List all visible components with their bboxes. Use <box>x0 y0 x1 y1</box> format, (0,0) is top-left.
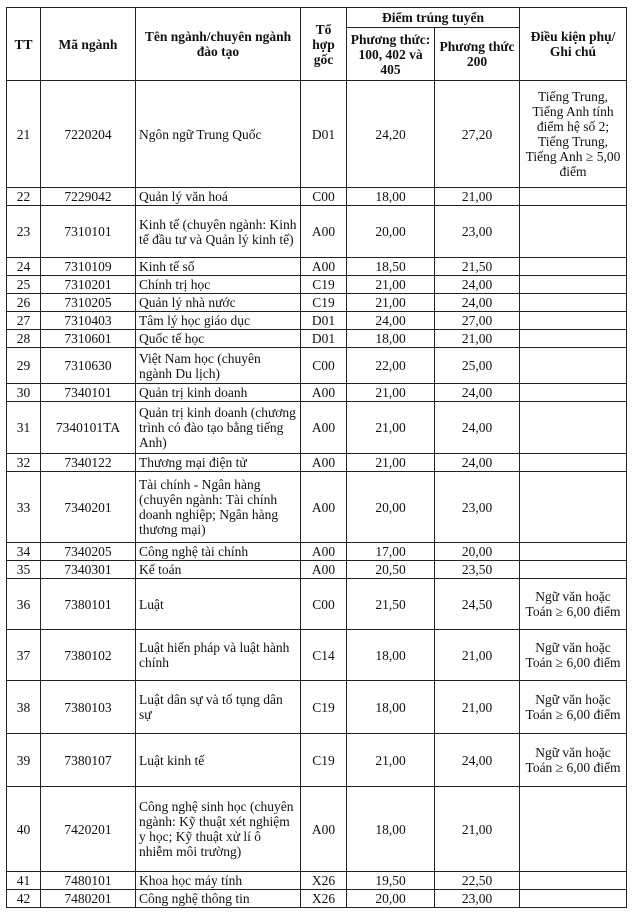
cell-name: Công nghệ thông tin <box>136 890 301 908</box>
cell-note <box>520 330 627 348</box>
cell-score-method-2: 24,00 <box>435 402 520 454</box>
cell-name: Chính trị học <box>136 276 301 294</box>
table-row <box>7 543 627 561</box>
table-row <box>7 890 627 908</box>
cell-name: Khoa học máy tính <box>136 872 301 890</box>
cell-score-method-1: 20,00 <box>347 472 435 543</box>
cell-name: Quản trị kinh doanh <box>136 384 301 402</box>
cell-group: D01 <box>301 330 347 348</box>
cell-code: 7310101 <box>41 206 136 258</box>
cell-code: 7380102 <box>41 630 136 681</box>
cell-name: Tài chính - Ngân hàng (chuyên ngành: Tài chính doanh nghiệp; Ngân hàng thương mại) <box>136 472 301 543</box>
cell-tt: 32 <box>7 454 41 472</box>
cell-code: 7310601 <box>41 330 136 348</box>
cell-code: 7380103 <box>41 681 136 734</box>
cell-code: 7480201 <box>41 890 136 908</box>
cell-score-method-1: 20,00 <box>347 890 435 908</box>
cell-code: 7340301 <box>41 561 136 579</box>
cell-code: 7229042 <box>41 188 136 206</box>
header-name: Tên ngành/chuyên ngành đào tạo <box>136 8 301 81</box>
table-row <box>7 579 627 630</box>
table-row <box>7 294 627 312</box>
cell-score-method-2: 22,50 <box>435 872 520 890</box>
cell-note <box>520 276 627 294</box>
cell-score-method-1: 21,00 <box>347 402 435 454</box>
cell-code: 7380107 <box>41 734 136 787</box>
cell-note: Ngữ văn hoặc Toán ≥ 6,00 điểm <box>520 681 627 734</box>
cell-score-method-2: 21,00 <box>435 188 520 206</box>
table-row <box>7 258 627 276</box>
table-row <box>7 81 627 188</box>
cell-name: Luật hiến pháp và luật hành chính <box>136 630 301 681</box>
cell-score-method-1: 18,00 <box>347 787 435 872</box>
cell-group: A00 <box>301 454 347 472</box>
cell-name: Kinh tế số <box>136 258 301 276</box>
cell-tt: 41 <box>7 872 41 890</box>
header-note: Điều kiện phụ/ Ghi chú <box>520 8 627 81</box>
cell-tt: 25 <box>7 276 41 294</box>
cell-score-method-1: 18,50 <box>347 258 435 276</box>
cell-score-method-2: 24,00 <box>435 384 520 402</box>
cell-score-method-2: 21,00 <box>435 630 520 681</box>
cell-score-method-2: 24,00 <box>435 276 520 294</box>
cell-note <box>520 890 627 908</box>
cell-note <box>520 206 627 258</box>
header-group: Tổ hợp gốc <box>301 8 347 81</box>
cell-tt: 26 <box>7 294 41 312</box>
table-row <box>7 454 627 472</box>
cell-score-method-1: 19,50 <box>347 872 435 890</box>
table-row <box>7 276 627 294</box>
cell-code: 7340101 <box>41 384 136 402</box>
cell-group: A00 <box>301 561 347 579</box>
cell-score-method-1: 20,00 <box>347 206 435 258</box>
cell-note: Ngữ văn hoặc Toán ≥ 6,00 điểm <box>520 630 627 681</box>
cell-group: D01 <box>301 312 347 330</box>
cell-score-method-1: 18,00 <box>347 630 435 681</box>
table-row <box>7 734 627 787</box>
cell-note <box>520 294 627 312</box>
cell-tt: 29 <box>7 348 41 384</box>
cell-score-method-2: 24,00 <box>435 454 520 472</box>
cell-score-method-1: 21,00 <box>347 384 435 402</box>
header-tt: TT <box>7 8 41 81</box>
cell-note: Tiếng Trung, Tiếng Anh tính điểm hệ số 2; Tiếng Trung, Tiếng Anh ≥ 5,00 điểm <box>520 81 627 188</box>
cell-group: D01 <box>301 81 347 188</box>
cell-tt: 42 <box>7 890 41 908</box>
table-row <box>7 348 627 384</box>
table-row <box>7 402 627 454</box>
cell-group: C00 <box>301 348 347 384</box>
cell-score-method-1: 24,00 <box>347 312 435 330</box>
cell-name: Kế toán <box>136 561 301 579</box>
table-row <box>7 188 627 206</box>
cell-score-method-2: 27,00 <box>435 312 520 330</box>
cell-name: Việt Nam học (chuyên ngành Du lịch) <box>136 348 301 384</box>
cell-note <box>520 258 627 276</box>
cell-score-method-2: 25,00 <box>435 348 520 384</box>
cell-group: X26 <box>301 890 347 908</box>
cell-code: 7310630 <box>41 348 136 384</box>
cell-code: 7480101 <box>41 872 136 890</box>
cell-tt: 22 <box>7 188 41 206</box>
cell-group: C00 <box>301 579 347 630</box>
cell-group: A00 <box>301 543 347 561</box>
cell-score-method-2: 23,00 <box>435 472 520 543</box>
cell-group: A00 <box>301 787 347 872</box>
cell-name: Luật kinh tế <box>136 734 301 787</box>
cell-name: Tâm lý học giáo dục <box>136 312 301 330</box>
cell-group: C00 <box>301 188 347 206</box>
table-row <box>7 312 627 330</box>
cell-note: Ngữ văn hoặc Toán ≥ 6,00 điểm <box>520 734 627 787</box>
cell-group: C19 <box>301 276 347 294</box>
cell-tt: 36 <box>7 579 41 630</box>
cell-tt: 31 <box>7 402 41 454</box>
cell-code: 7340101TA <box>41 402 136 454</box>
cell-note <box>520 472 627 543</box>
table-body <box>7 81 627 908</box>
cell-score-method-2: 20,00 <box>435 543 520 561</box>
cell-score-method-1: 21,00 <box>347 734 435 787</box>
header-score: Điểm trúng tuyển <box>347 8 520 28</box>
cell-score-method-1: 20,50 <box>347 561 435 579</box>
cell-score-method-2: 24,00 <box>435 734 520 787</box>
cell-tt: 28 <box>7 330 41 348</box>
cell-name: Luật <box>136 579 301 630</box>
cell-score-method-1: 21,50 <box>347 579 435 630</box>
cell-note <box>520 348 627 384</box>
cell-group: A00 <box>301 402 347 454</box>
cell-note <box>520 543 627 561</box>
cell-score-method-2: 23,50 <box>435 561 520 579</box>
cell-tt: 23 <box>7 206 41 258</box>
cell-note <box>520 454 627 472</box>
cell-code: 7310403 <box>41 312 136 330</box>
header-method-1: Phương thức: 100, 402 và 405 <box>347 28 435 81</box>
cell-score-method-1: 22,00 <box>347 348 435 384</box>
table-row <box>7 330 627 348</box>
cell-tt: 37 <box>7 630 41 681</box>
admission-scores-table <box>6 7 627 908</box>
cell-code: 7340205 <box>41 543 136 561</box>
cell-note <box>520 872 627 890</box>
cell-note <box>520 384 627 402</box>
cell-name: Luật dân sự và tố tụng dân sự <box>136 681 301 734</box>
table-row <box>7 787 627 872</box>
cell-score-method-1: 24,20 <box>347 81 435 188</box>
cell-tt: 39 <box>7 734 41 787</box>
cell-code: 7310201 <box>41 276 136 294</box>
cell-note <box>520 312 627 330</box>
cell-name: Công nghệ sinh học (chuyên ngành: Kỹ thuật xét nghiệm y học; Kỹ thuật xử lí ô nhiễm môi trường) <box>136 787 301 872</box>
cell-group: A00 <box>301 384 347 402</box>
table-row <box>7 206 627 258</box>
cell-group: A00 <box>301 258 347 276</box>
cell-tt: 35 <box>7 561 41 579</box>
table-row <box>7 630 627 681</box>
cell-score-method-2: 21,00 <box>435 330 520 348</box>
cell-score-method-1: 21,00 <box>347 276 435 294</box>
cell-group: A00 <box>301 206 347 258</box>
cell-tt: 30 <box>7 384 41 402</box>
cell-score-method-1: 17,00 <box>347 543 435 561</box>
cell-name: Kinh tế (chuyên ngành: Kinh tế đầu tư và Quản lý kinh tế) <box>136 206 301 258</box>
cell-name: Quản lý văn hoá <box>136 188 301 206</box>
cell-name: Công nghệ tài chính <box>136 543 301 561</box>
cell-code: 7220204 <box>41 81 136 188</box>
cell-name: Quản trị kinh doanh (chương trình có đào tạo bằng tiếng Anh) <box>136 402 301 454</box>
cell-note: Ngữ văn hoặc Toán ≥ 6,00 điểm <box>520 579 627 630</box>
cell-note <box>520 402 627 454</box>
cell-tt: 33 <box>7 472 41 543</box>
cell-group: X26 <box>301 872 347 890</box>
cell-score-method-2: 24,50 <box>435 579 520 630</box>
cell-group: C19 <box>301 294 347 312</box>
cell-group: C14 <box>301 630 347 681</box>
table-row <box>7 472 627 543</box>
cell-name: Thương mại điện tử <box>136 454 301 472</box>
cell-group: C19 <box>301 734 347 787</box>
cell-name: Quản lý nhà nước <box>136 294 301 312</box>
table-row <box>7 872 627 890</box>
cell-code: 7340122 <box>41 454 136 472</box>
cell-score-method-1: 18,00 <box>347 330 435 348</box>
cell-tt: 34 <box>7 543 41 561</box>
cell-note <box>520 561 627 579</box>
header-method-2: Phương thức 200 <box>435 28 520 81</box>
cell-tt: 27 <box>7 312 41 330</box>
cell-tt: 38 <box>7 681 41 734</box>
cell-score-method-2: 21,00 <box>435 787 520 872</box>
cell-code: 7420201 <box>41 787 136 872</box>
cell-score-method-2: 27,20 <box>435 81 520 188</box>
cell-score-method-1: 21,00 <box>347 454 435 472</box>
cell-name: Quốc tế học <box>136 330 301 348</box>
cell-score-method-2: 23,00 <box>435 206 520 258</box>
cell-code: 7310205 <box>41 294 136 312</box>
cell-tt: 40 <box>7 787 41 872</box>
table-row <box>7 384 627 402</box>
cell-code: 7310109 <box>41 258 136 276</box>
cell-tt: 21 <box>7 81 41 188</box>
cell-note <box>520 787 627 872</box>
table-row <box>7 561 627 579</box>
cell-name: Ngôn ngữ Trung Quốc <box>136 81 301 188</box>
cell-score-method-1: 21,00 <box>347 294 435 312</box>
header-code: Mã ngành <box>41 8 136 81</box>
cell-score-method-2: 21,00 <box>435 681 520 734</box>
cell-score-method-2: 23,00 <box>435 890 520 908</box>
cell-score-method-1: 18,00 <box>347 188 435 206</box>
cell-score-method-1: 18,00 <box>347 681 435 734</box>
cell-score-method-2: 21,50 <box>435 258 520 276</box>
header-row-1 <box>7 8 627 28</box>
cell-tt: 24 <box>7 258 41 276</box>
cell-group: A00 <box>301 472 347 543</box>
cell-code: 7340201 <box>41 472 136 543</box>
cell-code: 7380101 <box>41 579 136 630</box>
cell-score-method-2: 24,00 <box>435 294 520 312</box>
cell-group: C19 <box>301 681 347 734</box>
cell-note <box>520 188 627 206</box>
table-row <box>7 681 627 734</box>
